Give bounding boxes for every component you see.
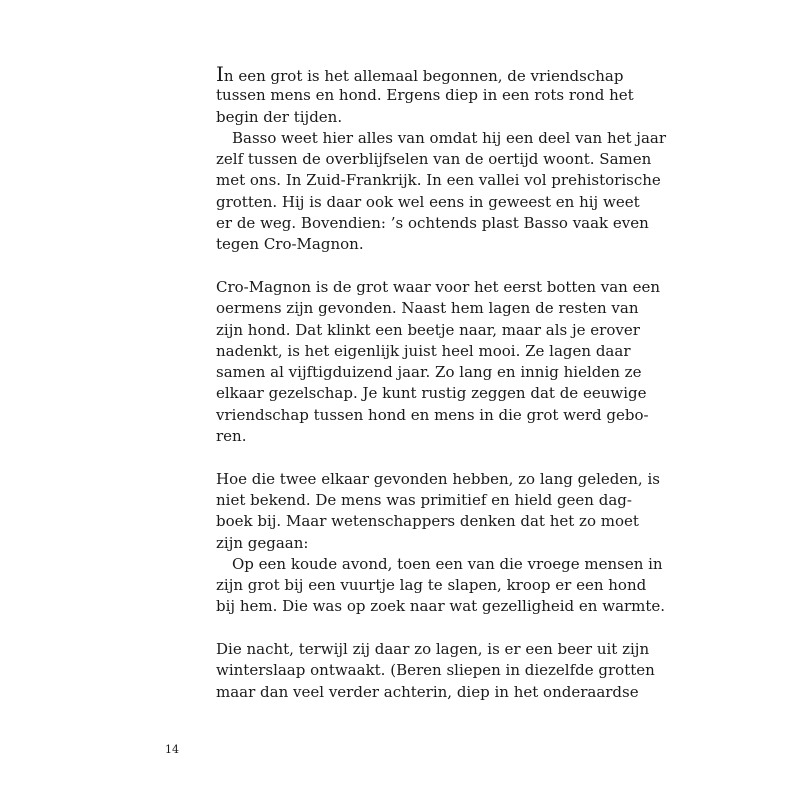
text-line: Hoe die twee elkaar gevonden hebben, zo lang geleden, is (216, 469, 660, 488)
text-line: vriendschap tussen hond en mens in die grot werd gebo- (216, 405, 649, 424)
section-gap (216, 447, 636, 468)
text-line: tussen mens en hond. Ergens diep in een rots rond het (216, 86, 634, 105)
paragraph (216, 128, 667, 256)
page-number: 14 (165, 743, 179, 756)
text-line: bij hem. Die was op zoek naar wat gezelligheid en warmte. (216, 597, 666, 616)
text-line: elkaar gezelschap. Je kunt rustig zeggen dat de eeuwige (216, 384, 647, 403)
text-line: ren. (216, 427, 247, 446)
paragraph (216, 554, 666, 618)
text-line: boek bij. Maar wetenschappers denken dat het zo moet (216, 512, 639, 531)
text-line: er de weg. Bovendien: ’s ochtends plast Basso vaak even (216, 214, 649, 233)
section-gap (216, 618, 636, 639)
text-line: Basso weet hier alles van omdat hij een deel van het jaar (232, 128, 667, 147)
text-line: zijn hond. Dat klinkt een beetje naar, maar als je erover (216, 320, 640, 339)
paragraph (216, 277, 661, 447)
text-line: maar dan veel verder achterin, diep in het onderaardse (216, 682, 639, 701)
text-line: In een grot is het allemaal begonnen, de vriendschap (216, 62, 624, 86)
paragraph (216, 64, 636, 128)
text-line: begin der tijden. (216, 107, 343, 126)
text-line: grotten. Hij is daar ook wel eens in geweest en hij weet (216, 192, 640, 211)
text-line: winterslaap ontwaakt. (Beren sliepen in diezelfde grotten (216, 661, 655, 680)
text-line: niet bekend. De mens was primitief en hield geen dag- (216, 490, 632, 509)
text-line: Die nacht, terwijl zij daar zo lagen, is er een beer uit zijn (216, 640, 650, 659)
text-line: oermens zijn gevonden. Naast hem lagen de resten van (216, 299, 639, 318)
text-line: samen al vijftigduizend jaar. Zo lang en innig hielden ze (216, 363, 642, 382)
drop-cap: I (216, 62, 224, 86)
paragraph (216, 469, 660, 554)
text-line: zelf tussen de overblijfselen van de oertijd woont. Samen (216, 150, 652, 169)
text-line: zijn gegaan: (216, 533, 309, 552)
text-line: zijn grot bij een vuurtje lag te slapen, kroop er een hond (216, 576, 647, 595)
text-line: met ons. In Zuid-Frankrijk. In een vallei vol prehistorische (216, 171, 661, 190)
text-line: nadenkt, is het eigenlijk juist heel mooi. Ze lagen daar (216, 341, 631, 360)
text-line: Cro-Magnon is de grot waar voor het eerst botten van een (216, 277, 661, 296)
text-line: Op een koude avond, toen een van die vroege mensen in (232, 554, 663, 573)
paragraph (216, 639, 655, 703)
section-gap (216, 256, 636, 277)
body-text (216, 62, 667, 703)
text-line: tegen Cro-Magnon. (216, 235, 364, 254)
